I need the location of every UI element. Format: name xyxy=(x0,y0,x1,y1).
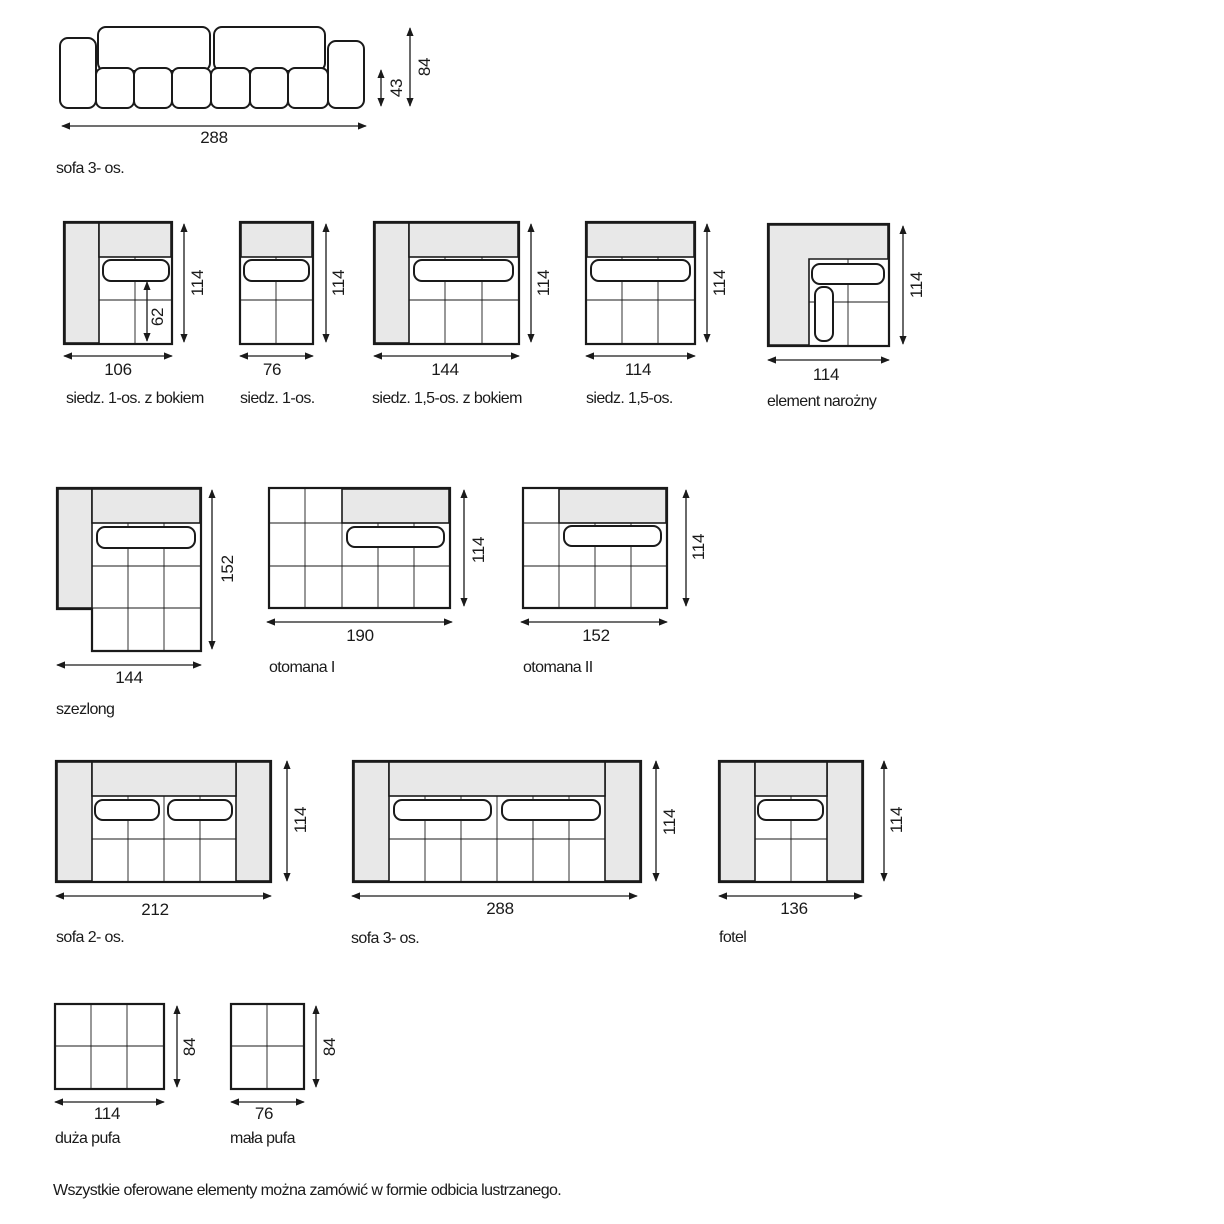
otomana2-width: 152 xyxy=(582,626,610,645)
siedz15-depth: 114 xyxy=(710,269,729,297)
module-mala-pufa xyxy=(230,1004,339,1147)
footer-note: Wszystkie oferowane elementy można zamówić w formie odbicia lustrzanego. xyxy=(53,1182,562,1199)
siedz1-bok-depth: 114 xyxy=(188,269,207,297)
siedz15-label: siedz. 1,5-os. xyxy=(586,390,673,407)
narozny-label: element narożny xyxy=(767,393,877,410)
siedz1-bok-label: siedz. 1-os. z bokiem xyxy=(66,390,204,407)
fotel-width: 136 xyxy=(780,899,808,918)
siedz1-width: 76 xyxy=(262,360,282,379)
mala-pufa-width: 76 xyxy=(254,1104,274,1123)
sofa2-depth: 114 xyxy=(291,806,310,834)
sofa3-depth: 114 xyxy=(660,808,679,836)
module-siedz15-bok xyxy=(372,222,553,407)
otomana1-width: 190 xyxy=(346,626,374,645)
sofa3-label: sofa 3- os. xyxy=(351,930,420,947)
siedz15-width: 114 xyxy=(624,360,652,379)
module-fotel xyxy=(719,761,906,946)
otomana2-label: otomana II xyxy=(523,659,593,676)
module-siedz1-bok xyxy=(64,222,207,407)
module-sofa3 xyxy=(351,761,679,947)
module-siedz15 xyxy=(586,222,729,407)
siedz1-depth: 114 xyxy=(329,269,348,297)
narozny-depth: 114 xyxy=(907,271,926,299)
siedz15-bok-depth: 114 xyxy=(534,269,553,297)
szezlong-depth: 152 xyxy=(218,555,237,583)
module-narozny xyxy=(767,224,926,410)
szezlong-label: szezlong xyxy=(56,701,115,718)
sofa-front-label: sofa 3- os. xyxy=(56,160,125,177)
duza-pufa-depth: 84 xyxy=(180,1037,199,1057)
sofa-front-width: 288 xyxy=(200,128,228,147)
fotel-label: fotel xyxy=(719,929,747,946)
otomana2-depth: 114 xyxy=(689,533,708,561)
sofa-front-seat-height: 43 xyxy=(387,78,406,98)
narozny-width: 114 xyxy=(812,365,840,384)
siedz1-bok-seat-depth: 62 xyxy=(148,307,167,327)
siedz15-bok-width: 144 xyxy=(431,360,459,379)
otomana1-label: otomana I xyxy=(269,659,335,676)
duza-pufa-label: duża pufa xyxy=(55,1130,120,1147)
fotel-depth: 114 xyxy=(887,806,906,834)
duza-pufa-width: 114 xyxy=(93,1104,121,1123)
module-otomana2 xyxy=(521,488,708,676)
siedz1-bok-width: 106 xyxy=(104,360,132,379)
module-duza-pufa xyxy=(55,1004,199,1147)
sofa2-width: 212 xyxy=(141,900,169,919)
otomana1-depth: 114 xyxy=(469,536,488,564)
szezlong-width: 144 xyxy=(115,668,143,687)
mala-pufa-label: mała pufa xyxy=(230,1130,295,1147)
siedz1-label: siedz. 1-os. xyxy=(240,390,315,407)
module-sofa2 xyxy=(56,761,310,946)
module-siedz1 xyxy=(240,222,348,407)
module-szezlong xyxy=(56,488,237,718)
sofa2-label: sofa 2- os. xyxy=(56,929,125,946)
sofa-front-view xyxy=(56,27,434,177)
siedz15-bok-label: siedz. 1,5-os. z bokiem xyxy=(372,390,522,407)
mala-pufa-depth: 84 xyxy=(320,1037,339,1057)
sofa3-width: 288 xyxy=(486,899,514,918)
module-otomana1 xyxy=(267,488,488,676)
sofa-front-height: 84 xyxy=(415,57,434,77)
